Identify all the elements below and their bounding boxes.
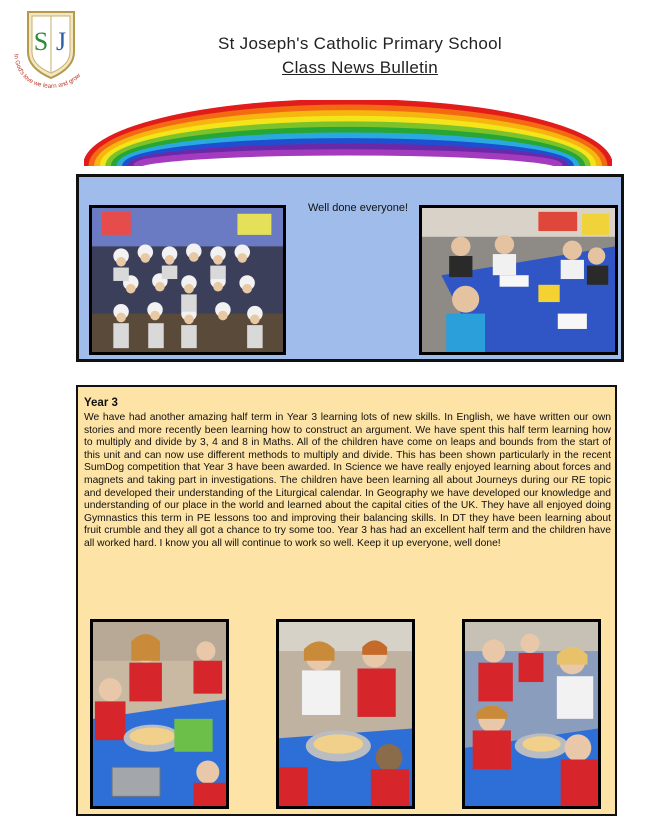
crumble-photo-2 xyxy=(276,619,415,809)
crumble-photo-1 xyxy=(90,619,229,809)
logo-motto: In God's love we learn and grow xyxy=(12,53,83,90)
school-logo xyxy=(6,6,96,90)
well-done-caption: Well done everyone! xyxy=(307,202,409,214)
crumble-photo-3 xyxy=(462,619,601,809)
celebration-panel xyxy=(76,174,624,362)
rainbow-band xyxy=(136,152,559,166)
classroom-table-photo xyxy=(419,205,618,355)
year-3-panel xyxy=(76,385,617,816)
svg-text:J: J xyxy=(55,27,67,56)
rainbow-banner xyxy=(84,100,612,166)
bulletin-title: Class News Bulletin xyxy=(282,58,438,77)
costume-class-photo xyxy=(89,205,286,355)
year-title: Year 3 xyxy=(84,397,118,409)
year-body-text: We have had another amazing half term in Year 3 learning lots of new skills. In English, we have written our own stories and more recently been learning how to construct an argument. We have spent this half term learning how to multiply and divide by 3, 4 and 8 in Maths. All of the children have come on leaps and bounds from the start of this unit and can now use different methods to multiply and divide. This has been shown particularly in the recent SumDog competition that Year 3 have been awarded. In Science we have really enjoyed learning about forces and magnets and taking part in investigations. The children have been learning all about Journeys during our RE topic and developed their understanding of the Liturgical calendar. In Geography we have developed our knowledge and understanding of our place in the world and learned about the capital cities of the UK. They have all enjoyed doing Gymnastics this term in PE lessons too and improving their balancing skills. In DT they have been learning about fruit crumble and they all got a chance to try some too. Year 3 has had an excellent half term and the children have all worked hard. I know you all will continue to work so well. Keep it up everyone, well done! xyxy=(84,412,611,549)
school-name: St Joseph's Catholic Primary School xyxy=(218,34,502,53)
page-header xyxy=(160,34,560,78)
svg-text:S: S xyxy=(33,27,49,56)
